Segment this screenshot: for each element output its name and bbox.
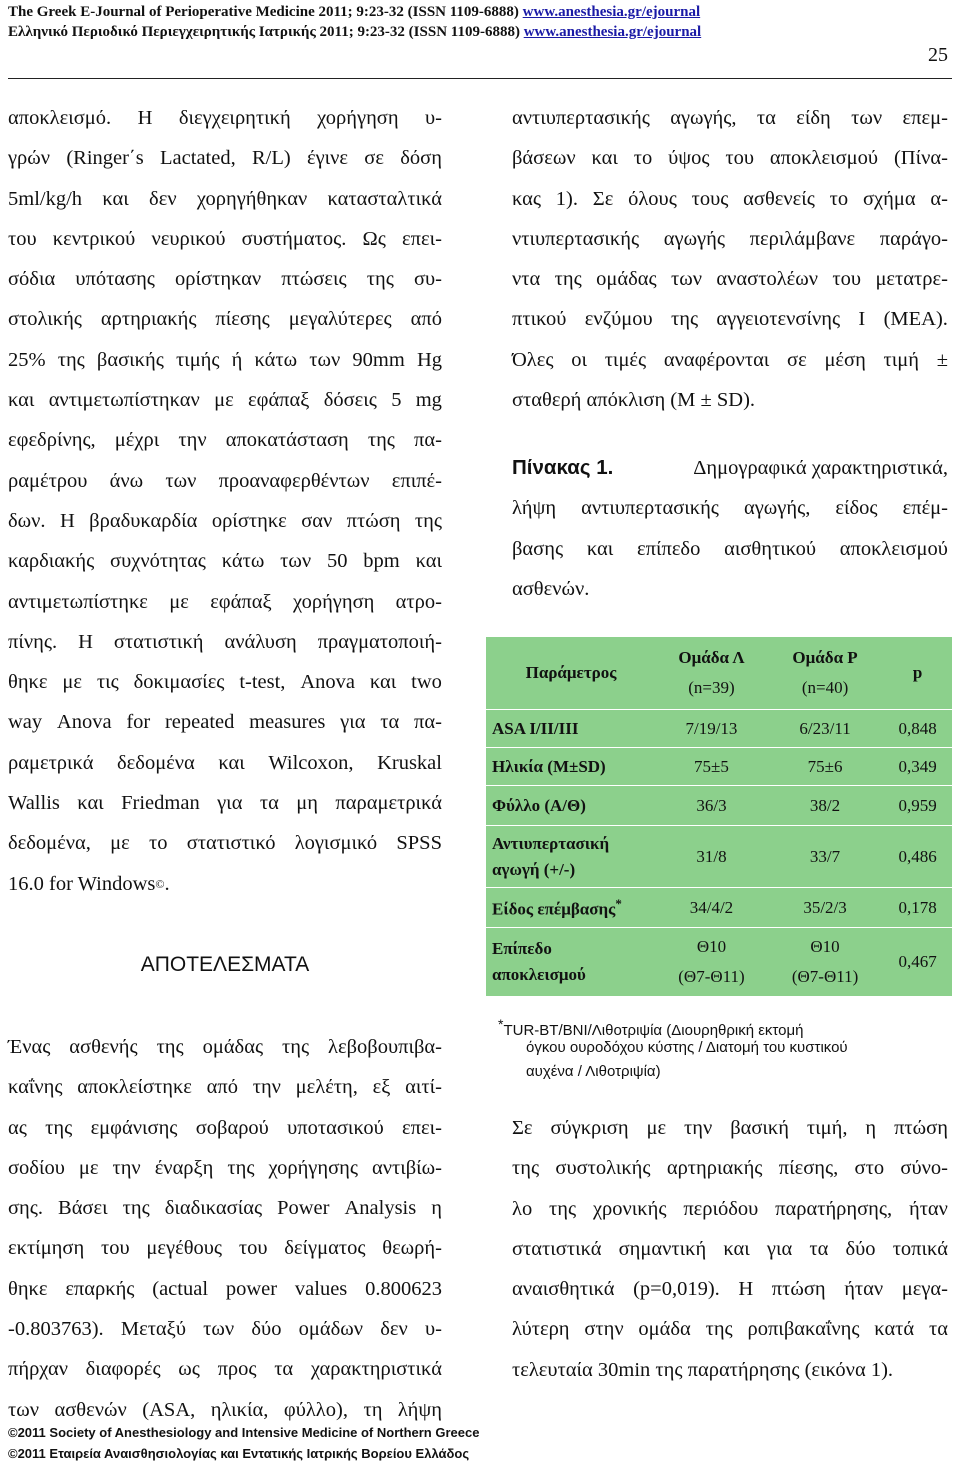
group-l-name: Ομάδα Λ bbox=[678, 648, 745, 667]
table-caption-line: ασθενών. bbox=[512, 577, 590, 600]
text-line: αναισθητικά (p=0,019). Η πτώση ήταν μεγα- bbox=[512, 1278, 948, 1301]
footnote-line: TUR-BT/BNI/Λιθοτριψία (Διουρηθρική εκτομή bbox=[503, 1022, 804, 1039]
text-line: δεδομένα, με το στατιστικό λογισμικό SPSS bbox=[8, 832, 442, 855]
table-row bbox=[486, 888, 952, 928]
group-r-n: (n=40) bbox=[801, 678, 849, 697]
footnote-star: * bbox=[498, 1016, 504, 1032]
text-line: και αντιμετωπίστηκαν με εφάπαξ δόσεις 5 mg bbox=[8, 389, 442, 412]
row-param: Φύλλο (Α/Θ) bbox=[486, 786, 656, 826]
row-p: 0,486 bbox=[883, 826, 952, 888]
row-param-text: Είδος επέμβασης bbox=[492, 899, 616, 919]
row-value-l: 7/19/13 bbox=[656, 710, 767, 748]
text-line: ραμέτρου άνω των προαναφερθέντων επιπέ- bbox=[8, 469, 442, 492]
text-line: λύτερη στην ομάδα της ροπιβακαΐνης κατά τα bbox=[512, 1318, 948, 1341]
row-value-line: Θ10 bbox=[696, 936, 727, 956]
row-param-line: Επίπεδο bbox=[492, 938, 552, 958]
footnote-line: αυχένα / Λιθοτριψία) bbox=[526, 1063, 661, 1080]
table-caption-label: Πίνακας 1. bbox=[512, 456, 614, 479]
text-line: εκτίμηση του μεγέθους του δείγματος θεωρή- bbox=[8, 1237, 442, 1260]
row-value-line: (Θ7-Θ11) bbox=[678, 966, 745, 986]
table-caption-line: βασης και επίπεδο αισθητικού αποκλεισμού bbox=[512, 537, 948, 560]
text-line-part: 16.0 for Windows bbox=[8, 872, 156, 895]
row-p: 0,848 bbox=[883, 710, 952, 748]
row-value-r: 6/23/11 bbox=[767, 710, 883, 748]
results-right-column bbox=[512, 1108, 948, 1390]
text-line: 25% της βασικής τιμής ή κάτω των 90mm Hg bbox=[8, 348, 442, 371]
journal-link-en[interactable]: www.anesthesia.gr/ejournal bbox=[522, 4, 701, 20]
text-line: του κεντρικού νευρικού συστήματος. Ως επει- bbox=[8, 227, 442, 250]
text-line: στατιστικά σημαντική και για τα δύο τοπικά bbox=[512, 1237, 948, 1260]
journal-header-gr bbox=[8, 24, 701, 41]
header-p: p bbox=[883, 637, 952, 710]
text-line: Όλες οι τιμές αναφέρονται σε μέση τιμή ± bbox=[512, 348, 948, 371]
text-line: γρών (Ringer΄s Lactated, R/L) έγινε σε δόση bbox=[8, 147, 442, 170]
row-p: 0,349 bbox=[883, 748, 952, 786]
table-caption-text: Δημογραφικά χαρακτηριστικά, bbox=[693, 457, 948, 479]
text-line: σοδίου με την έναρξη της χορήγησης αντιβίω- bbox=[8, 1156, 442, 1179]
journal-citation-gr: Ελληνικό Περιοδικό Περιεγχειρητικής Ιατρικής 2011; 9:23-32 (ISSN 1109-6888) bbox=[8, 24, 520, 40]
table-row bbox=[486, 928, 952, 996]
results-paragraph bbox=[512, 1108, 948, 1350]
row-value-r bbox=[767, 928, 883, 996]
text-line: στολικής αρτηριακής πίεσης μεγαλύτερες από bbox=[8, 308, 442, 331]
table-caption bbox=[512, 448, 948, 609]
row-param-line: αποκλεισμού bbox=[492, 964, 586, 984]
text-line: σόδια υπότασης ορίστηκαν πτώσεις της συ- bbox=[8, 268, 442, 291]
table-row bbox=[486, 786, 952, 826]
text-line: Ένας ασθενής της ομάδας της λεβοβουπιβα- bbox=[8, 1036, 442, 1058]
row-param bbox=[486, 826, 656, 888]
text-line: τελευταία 30min της παρατήρησης (εικόνα 1). bbox=[512, 1358, 894, 1381]
text-line: της συστολικής αρτηριακής πίεσης, στο σύνο- bbox=[512, 1157, 948, 1180]
footnote-line: όγκου ουροδόχου κύστης / Διατομή του κυστικού bbox=[526, 1039, 848, 1056]
footer-copyright-en: ©2011 Society of Anesthesiology and Intensive Medicine of Northern Greece bbox=[8, 1425, 480, 1440]
text-line: σταθερή απόκλιση (M ± SD). bbox=[512, 389, 756, 412]
row-p: 0,959 bbox=[883, 786, 952, 826]
footnote-marker: * bbox=[615, 895, 622, 911]
results-left-column bbox=[8, 1027, 442, 1430]
row-param bbox=[486, 928, 656, 996]
text-line: ραμετρικά δεδομένα και Wilcoxon, Kruskal bbox=[8, 751, 442, 774]
copyright-mark: © bbox=[155, 876, 165, 891]
header-group-l bbox=[656, 637, 767, 710]
methods-paragraph bbox=[8, 98, 442, 864]
left-column bbox=[8, 98, 442, 904]
text-line: πίνης. Η στατιστική ανάλυση πραγματοποιή- bbox=[8, 630, 442, 653]
header-divider bbox=[8, 78, 952, 79]
text-line: Σε σύγκριση με την βασική τιμή, η πτώση bbox=[512, 1117, 948, 1139]
row-value-line: (Θ7-Θ11) bbox=[791, 966, 859, 986]
group-l-n: (n=39) bbox=[688, 678, 735, 697]
row-p: 0,178 bbox=[883, 888, 952, 928]
text-line: ας της εμφάνισης σοβαρού υποτασικού επει- bbox=[8, 1116, 442, 1139]
text-line: way Anova for repeated measures για τα πα- bbox=[8, 711, 442, 734]
text-line: κας 1). Σε όλους τους ασθενείς το σχήμα α- bbox=[512, 187, 948, 210]
text-line: δων. Η βραδυκαρδία ορίστηκε σαν πτώση της bbox=[8, 509, 442, 532]
row-value-l: 34/4/2 bbox=[656, 888, 767, 928]
row-value-r: 35/2/3 bbox=[767, 888, 883, 928]
row-value-l: 36/3 bbox=[656, 786, 767, 826]
results-paragraph bbox=[8, 1027, 442, 1430]
right-column bbox=[512, 98, 948, 420]
text-line: εφεδρίνης, μέχρι την αποκατάσταση της πα- bbox=[8, 429, 442, 452]
row-param: ASA Ι/ΙΙ/ΙΙΙ bbox=[486, 710, 656, 748]
text-line: βάσεων και το ύψος του αποκλεισμού (Πίνα- bbox=[512, 147, 948, 170]
row-value-l: 75±5 bbox=[656, 748, 767, 786]
table-header-row bbox=[486, 637, 952, 710]
text-line: θηκε με τις δοκιμασίες t-test, Anova και two bbox=[8, 671, 442, 694]
header-parameter: Παράμετρος bbox=[486, 637, 656, 710]
row-param: Ηλικία (M±SD) bbox=[486, 748, 656, 786]
table-row bbox=[486, 748, 952, 786]
text-line: αντιμετωπίστηκε με εφάπαξ χορήγηση ατρο- bbox=[8, 590, 442, 613]
page-number: 25 bbox=[928, 44, 948, 66]
row-value-r: 38/2 bbox=[767, 786, 883, 826]
row-value-line: Θ10 bbox=[810, 936, 840, 956]
text-line bbox=[8, 864, 442, 904]
table-caption-line: λήψη αντιυπερτασικής αγωγής, είδος επέμ- bbox=[512, 497, 948, 520]
text-line: -0.803763). Μεταξύ των δύο ομάδων δεν υ- bbox=[8, 1318, 442, 1341]
text-line: Wallis και Friedman για τα μη παραμετρικά bbox=[8, 792, 442, 815]
row-param bbox=[486, 888, 656, 928]
text-line: καρδιακής συχνότητας κάτω των 50 bpm και bbox=[8, 550, 442, 573]
journal-citation-en: The Greek E-Journal of Perioperative Medicine 2011; 9:23-32 (ISSN 1109-6888) bbox=[8, 4, 519, 20]
row-value-r: 33/7 bbox=[767, 826, 883, 888]
section-heading: ΑΠΟΤΕΛΕΣΜΑΤΑ bbox=[140, 953, 310, 976]
text-line: πτικού ενζύμου της αγγειοτενσίνης Ι (ΜΕΑ). bbox=[512, 308, 948, 331]
text-line: λο της χρονικής περιόδου παρατήρησης, ήταν bbox=[512, 1197, 948, 1220]
row-param-line: αγωγή (+/-) bbox=[492, 859, 576, 879]
text-line: ντα της ομάδας των αναστολέων του μετατρε- bbox=[512, 268, 948, 291]
text-line: σης. Βάσει της διαδικασίας Power Analysis η bbox=[8, 1197, 442, 1220]
text-line: πήρχαν διαφορές ως προς τα χαρακτηριστικά bbox=[8, 1358, 442, 1381]
table-row bbox=[486, 826, 952, 888]
results-paragraph-continued bbox=[512, 98, 948, 380]
table-footnote bbox=[498, 1012, 948, 1084]
row-value-l: 31/8 bbox=[656, 826, 767, 888]
table-row bbox=[486, 710, 952, 748]
journal-header-en bbox=[8, 4, 700, 21]
row-value-l bbox=[656, 928, 767, 996]
row-p: 0,467 bbox=[883, 928, 952, 996]
text-line: 5ml/kg/h και δεν χορηγήθηκαν κατασταλτικά bbox=[8, 187, 442, 210]
text-line: των ασθενών (ASA, ηλικία, φύλλο), τη λήψη bbox=[8, 1398, 442, 1421]
text-line-end: . bbox=[164, 872, 170, 895]
header-group-r bbox=[767, 637, 883, 710]
row-param-line: Αντιυπερτασική bbox=[492, 833, 610, 853]
group-r-name: Ομάδα Ρ bbox=[792, 648, 858, 667]
row-value-r: 75±6 bbox=[767, 748, 883, 786]
demographics-table bbox=[486, 636, 952, 996]
text-line: αποκλεισμό. Η διεγχειρητική χορήγηση υ- bbox=[8, 107, 442, 129]
text-line: θηκε επαρκής (actual power values 0.800623 bbox=[8, 1277, 442, 1300]
footer-copyright-gr: ©2011 Εταιρεία Αναισθησιολογίας και Εντατικής Ιατρικής Βορείου Ελλάδος bbox=[8, 1446, 470, 1461]
journal-link-gr[interactable]: www.anesthesia.gr/ejournal bbox=[523, 24, 702, 40]
text-line: ντιυπερτασικής αγωγής περιλάμβανε παράγο- bbox=[512, 227, 948, 250]
text-line: καΐνης αποκλείστηκε από την μελέτη, εξ αιτί- bbox=[8, 1076, 442, 1099]
text-line: αντιυπερτασικής αγωγής, τα είδη των επεμ- bbox=[512, 107, 948, 129]
